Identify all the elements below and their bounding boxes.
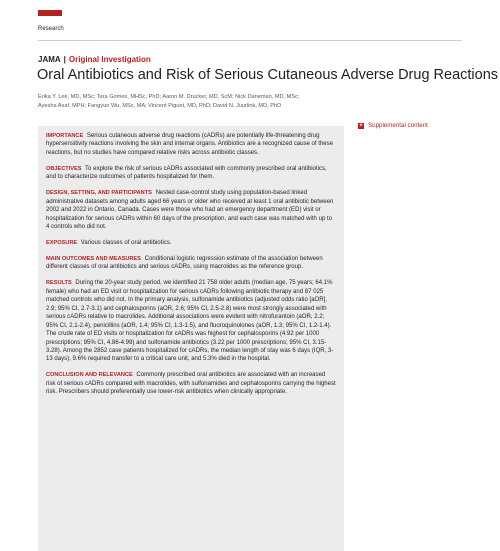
- abstract-design: [46, 189, 336, 231]
- abstract-results: [46, 279, 336, 364]
- abstract-outcomes-text: Conditional logistic regression estimate of the association between different classes of oral antibiotics and serious cADRs, using macrolides as the reference group.: [46, 255, 323, 271]
- header-divider: [38, 40, 462, 41]
- abstract-results-text: During the 20-year study period, we identified 21 758 older adults (median age, 75 years; 64.1% female) who had an ED visit or hospitalization for serious cADRs following antibiotic therapy and 87 025 matched controls who did not. In the primary analysis, sulfonamide antibiotics (adjusted odds ratio [aOR], 2.9; 95% CI, 2.7-3.1) and cephalosporins (aOR, 2.6; 95% CI, 2.5-2.8) were most strongly associated with serious cADRs relative to macrolides. Additional associations were evident with nitrofurantoin (aOR, 2.2; 95% CI, 2.1-2.4), penicillins (aOR, 1.4; 95% CI, 1.3-1.5), and fluoroquinolones (aOR, 1.3; 95% CI, 1.2-1.4). The crude rate of ED visits or hospitalization for cADRs was highest for cephalosporins (4.92 per 1000 prescriptions; 95% CI, 4.86-4.99) and sulfonamide antibiotics (3.22 per 1000 prescriptions; 95% CI, 3.15-3.28). Among the 2852 case patients hospitalized for cADRs, the median length of stay was 6 days (IQR, 3-13 days), 9.6% required transfer to a critical care unit, and 5.3% died in the hospital.: [46, 280, 334, 363]
- abstract-exposure-text: Various classes of oral antibiotics.: [80, 240, 172, 247]
- authors-line-2: Ayesha Asaf, MPH; Fangyun Wu, MSc, MA; Vincent Piguet, MD, PhD; David N. Juurlink, MD, PhD: [38, 102, 282, 109]
- section-label: Research: [38, 26, 64, 32]
- abstract-objectives-heading: OBJECTIVES: [46, 165, 82, 172]
- abstract-box: [38, 126, 344, 551]
- abstract-importance-text: Serious cutaneous adverse drug reactions (cADRs) are potentially life-threatening drug hypersensitivity reactions involving the skin and internal organs. Antibiotics are a recognized cause of these reactions, but no studies have compared relative risks across antibiotic classes.: [46, 133, 334, 156]
- plus-icon: +: [359, 122, 363, 129]
- journal-name: JAMA: [38, 55, 61, 64]
- abstract-design-text: Nested case-control study using population-based linked administrative datasets among adults aged 66 years or older who received at least 1 oral antibiotic between 2002 and 2022 in Ontario, Canada. Cases were those who had an emergency department (ED) visit or hospitalization for serious cADRs within 60 days of the prescription, and each case was matched with up to 4 controls who did not.: [46, 190, 334, 231]
- article-type: Original Investigation: [68, 55, 151, 64]
- abstract-exposure: [46, 239, 336, 247]
- abstract-conclusion-text: Commonly prescribed oral antibiotics are associated with an increased risk of serious cADRs compared with macrolides, with sulfonamides and cephalosporins carrying the highest risk. Prescribers should preferentially use lower-risk antibiotics when clinically appropriate.: [46, 372, 336, 396]
- abstract-outcomes: [46, 255, 336, 272]
- abstract-design-heading: DESIGN, SETTING, AND PARTICIPANTS: [46, 190, 152, 197]
- abstract-objectives-text: To explore the risk of serious cADRs associated with commonly prescribed oral antibiotics, and to characterize outcomes of patients hospitalized for them.: [46, 165, 327, 181]
- abstract-exposure-heading: EXPOSURE: [46, 240, 78, 247]
- supplemental-content-link[interactable]: [358, 122, 428, 129]
- abstract-results-heading: RESULTS: [46, 280, 72, 287]
- abstract-conclusion: [46, 371, 336, 396]
- supplemental-content-label[interactable]: Supplemental content: [368, 122, 428, 129]
- section-color-bar: [38, 10, 62, 16]
- authors-line-1: Erika Y. Lee, MD, MSc; Tara Gomes, MHSc, PhD; Aaron M. Drucker, MD, ScM; Nick Daneman, MD, MSc;: [38, 94, 300, 100]
- abstract-importance-heading: IMPORTANCE: [46, 133, 84, 139]
- abstract-conclusion-heading: CONCLUSION AND RELEVANCE: [46, 372, 133, 379]
- article-title: Oral Antibiotics and Risk of Serious Cutaneous Adverse Drug Reactions: [37, 67, 499, 83]
- journal-separator: |: [63, 55, 66, 64]
- journal-line: [38, 55, 151, 64]
- author-list: [38, 93, 328, 110]
- abstract-objectives: [46, 165, 336, 182]
- abstract-importance: [46, 132, 336, 157]
- abstract-outcomes-heading: MAIN OUTCOMES AND MEASURES: [46, 255, 141, 262]
